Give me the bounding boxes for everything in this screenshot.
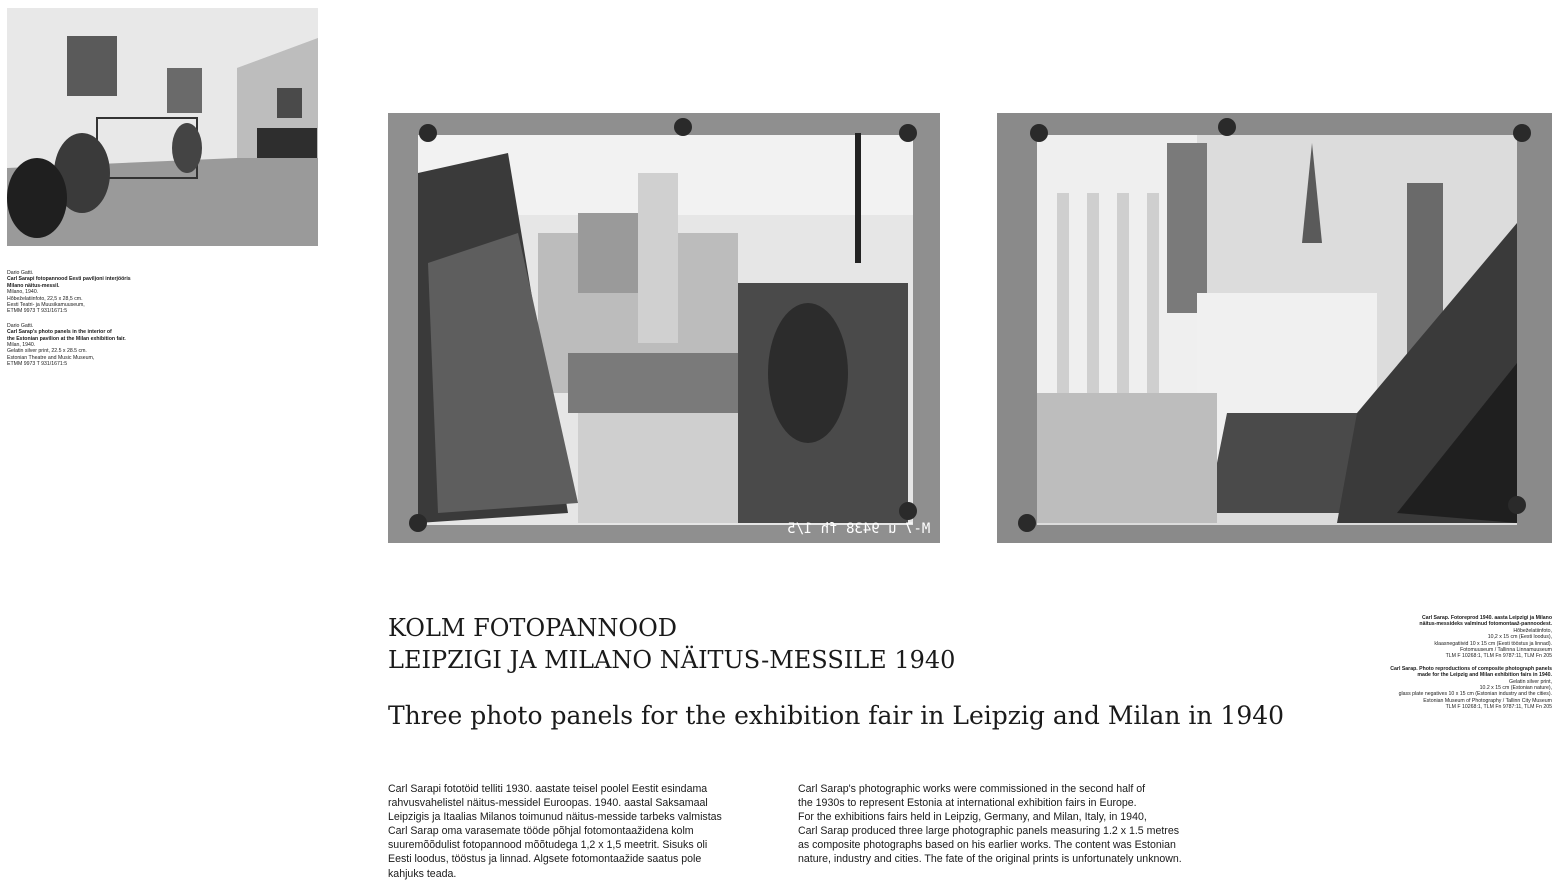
title-et-line-2: LEIPZIGI JA MILANO NÄITUS-MESSILE 1940 bbox=[388, 646, 956, 674]
body-et-line: kahjuks teada. bbox=[388, 867, 457, 880]
title-english: Three photo panels for the exhibition fair in Leipzig and Milan in 1940 bbox=[388, 701, 1285, 730]
caption-right-et-line-7: TLM F 10268:1, TLM Fn 9787:11, TLM Fn 205 bbox=[1445, 653, 1552, 660]
caption-left-en-place: Milan, 1940. bbox=[7, 342, 36, 349]
body-et-line: rahvusvahelistel näitus-messidel Euroopas. 1940. aastal Saksamaal bbox=[388, 797, 708, 810]
caption-right-et-line-1: Carl Sarap. Fotoreprod 1940. aasta Leipzigi ja Milano bbox=[1421, 615, 1552, 621]
caption-right-en-line-7: TLM F 10268:1, TLM Fn 9787:11, TLM Fn 205 bbox=[1445, 704, 1552, 711]
caption-left-et-title-2: Milano näitus-messil. bbox=[7, 282, 60, 289]
caption-left-et-museum: Eesti Teatri- ja Muusikamuuseum, bbox=[7, 302, 85, 309]
caption-left-et-inventory: ETMM 9973 T 931/1671:5 bbox=[7, 308, 68, 315]
body-en-line: For the exhibitions fairs held in Leipzig, Germany, and Milan, Italy, in 1940, bbox=[798, 811, 1147, 824]
caption-right-en-line-2: made for the Leipzig and Milan exhibition fairs in 1940. bbox=[1417, 672, 1552, 679]
caption-left-en-title-2: the Estonian pavilion at the Milan exhibition fair. bbox=[7, 335, 126, 342]
caption-left bbox=[7, 270, 207, 368]
body-et-line: Leipzigis ja Itaalias Milanos toimunud näitus-messide tarbeks valmistas bbox=[388, 811, 722, 824]
body-text-estonian bbox=[388, 782, 768, 881]
caption-right-et-line-6: Fotomuuseum / Tallinna Linnamuuseum bbox=[1460, 647, 1552, 654]
caption-right-en-line-6: Estonian Museum of Photography / Tallinn City Museum bbox=[1423, 697, 1552, 704]
body-text-english bbox=[798, 782, 1228, 867]
caption-right-et-line-2: näitus-messideks valminud fotomontaaž-pannoodest. bbox=[1419, 621, 1552, 628]
caption-right-en-line-1: Carl Sarap. Photo reproductions of composite photograph panels bbox=[1390, 665, 1552, 672]
caption-left-en-title-1: Carl Sarap's photo panels in the interior of bbox=[7, 329, 112, 336]
caption-right-et-line-4: 10,2 x 15 cm (Eesti loodus), bbox=[1487, 634, 1552, 641]
caption-right-en-line-3: Gelatin silver print, bbox=[1509, 678, 1552, 685]
body-et-line: Carl Sarapi fototöid telliti 1930. aastate teisel poolel Eestit esindama bbox=[388, 783, 708, 795]
caption-left-et-author: Dario Gatti. bbox=[7, 270, 34, 276]
interior-photo bbox=[7, 8, 318, 246]
caption-left-et-technique: Hõbeželatiinfoto, 22,5 x 28,5 cm. bbox=[7, 295, 83, 302]
body-en-line: Carl Sarap produced three large photographic panels measuring 1.2 x 1.5 metres bbox=[798, 825, 1180, 838]
body-en-line: nature, industry and cities. The fate of the original prints is unfortunately unknown. bbox=[798, 853, 1182, 866]
industry-panel-photo bbox=[388, 113, 940, 543]
caption-left-et-place: Milano, 1940. bbox=[7, 289, 39, 296]
caption-right-en-line-4: 10.2 x 15 cm (Estonian nature), bbox=[1479, 685, 1552, 692]
cities-panel-photo bbox=[997, 113, 1552, 543]
body-et-line: Carl Sarap oma varasemate tööde põhjal fotomontaažidena kolm bbox=[388, 825, 694, 838]
caption-left-en-inventory: ETMM 9973 T 931/1671:5 bbox=[7, 361, 68, 368]
title-estonian bbox=[388, 612, 955, 676]
body-en-line: Carl Sarap's photographic works were commissioned in the second half of bbox=[798, 783, 1146, 795]
caption-left-et-title-1: Carl Sarapi fotopannood Eesti paviljoni interjööris bbox=[7, 276, 131, 283]
caption-right-et-line-3: Hõbeželatiinfoto, bbox=[1513, 627, 1552, 634]
body-en-line: as composite photographs based on his earlier works. The content was Estonian bbox=[798, 839, 1176, 852]
caption-left-en-author: Dario Gatti. bbox=[7, 322, 34, 329]
body-en-line: the 1930s to represent Estonia at international exhibition fairs in Europe. bbox=[798, 797, 1137, 810]
body-et-line: suuremõõdulist fotopannood mõõtudega 1,2 x 1,5 meetrit. Sisuks oli bbox=[388, 839, 708, 852]
caption-left-en-technique: Gelatin silver print, 22.5 x 28.5 cm. bbox=[7, 348, 87, 355]
caption-right bbox=[1322, 615, 1552, 711]
caption-right-et-line-5: klaasnegatiivid 10 x 15 cm (Eesti tööstus ja linnad). bbox=[1434, 640, 1552, 647]
body-et-line: Eesti loodus, tööstus ja linnad. Algsete fotomontaažide saatus pole bbox=[388, 853, 702, 866]
title-et-line-1: KOLM FOTOPANNOOD bbox=[388, 614, 677, 642]
caption-right-en-line-5: glass plate negatives 10 x 15 cm (Estonian industry and the cities). bbox=[1398, 691, 1552, 698]
caption-left-en-museum: Estonian Theatre and Music Museum, bbox=[7, 354, 95, 361]
negative-inscription: M-7 u 9438 fh 1/5 bbox=[786, 521, 930, 537]
